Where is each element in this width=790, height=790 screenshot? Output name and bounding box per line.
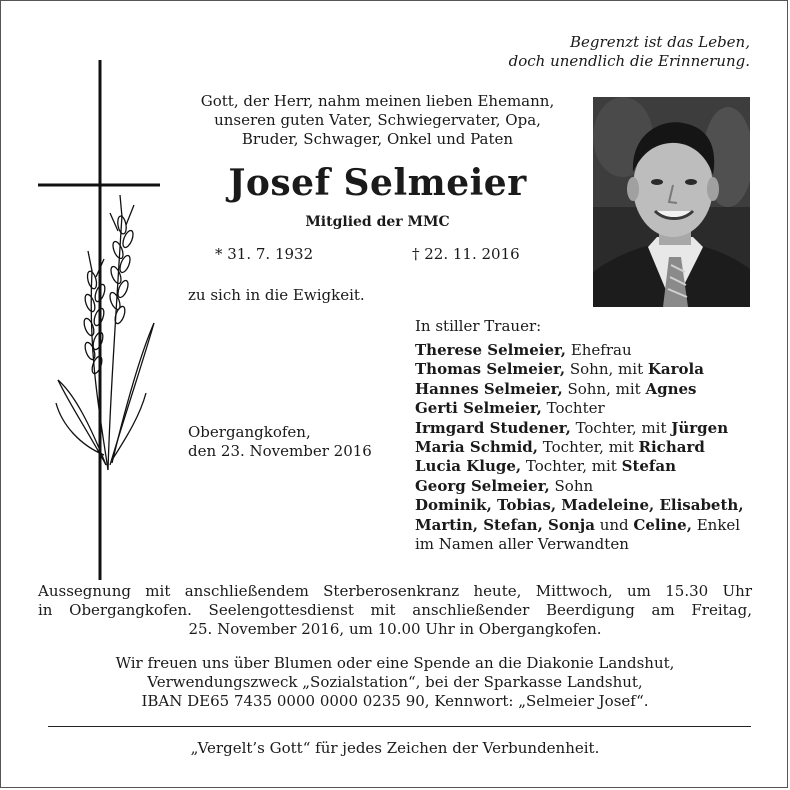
mourner-relation: Tochter, mit — [538, 438, 639, 457]
deceased-name: Josef Selmeier — [228, 162, 527, 204]
mourner-row — [415, 419, 765, 438]
service-info — [38, 582, 752, 639]
mourner-row — [415, 360, 765, 379]
mourner-name: Dominik, Tobias, Madeleine, Elisabeth, — [415, 496, 744, 515]
date-line: den 23. November 2016 — [188, 442, 372, 460]
mourner-row — [415, 457, 765, 476]
mourner-row — [415, 516, 765, 535]
thanks-line: „Vergelt’s Gott“ für jedes Zeichen der Verbundenheit. — [190, 739, 600, 757]
mourner-relation: Tochter, mit — [521, 457, 622, 476]
mourner-row — [415, 535, 765, 554]
mourner-name: Celine, — [633, 515, 692, 534]
intro-line: Gott, der Herr, nahm meinen lieben Ehemann, — [200, 92, 555, 110]
mourner-row — [415, 399, 765, 418]
intro-line: unseren guten Vater, Schwiegervater, Opa, — [214, 111, 541, 129]
membership-note: Mitglied der MMC — [305, 214, 450, 230]
mourners-heading: In stiller Trauer: — [415, 317, 542, 335]
place-line: Obergangkofen, — [188, 423, 311, 441]
mourner-name: Jürgen — [671, 418, 729, 437]
donation-line: IBAN DE65 7435 0000 0000 0235 90, Kennwort: „Selmeier Josef“. — [141, 692, 649, 710]
mourner-name: Agnes — [645, 379, 697, 398]
cross-icon — [30, 55, 170, 585]
mourner-name: Therese Selmeier, — [415, 341, 567, 359]
mourner-relation: Ehefrau — [566, 341, 632, 359]
mourner-relation: Sohn — [549, 476, 594, 495]
divider — [48, 726, 751, 727]
service-line: Aussegnung mit anschließendem Sterberosenkranz heute, Mittwoch, um 15.30 Uhr — [38, 582, 752, 600]
motto-line: Begrenzt ist das Leben, — [570, 33, 750, 51]
mourner-name: Richard — [638, 438, 705, 457]
birth-date: * 31. 7. 1932 — [215, 245, 314, 263]
mourner-relation: und — [594, 515, 634, 534]
mourner-relation: Tochter — [541, 399, 605, 418]
death-date: † 22. 11. 2016 — [412, 245, 520, 263]
mourner-relation: Sohn, mit — [562, 379, 646, 398]
mourner-name: Martin, Stefan, Sonja — [415, 515, 595, 534]
mourner-relation: Enkel — [691, 515, 741, 534]
place-and-date — [188, 423, 372, 461]
mourner-name: Irmgard Studener, — [415, 418, 571, 437]
mourner-row — [415, 477, 765, 496]
mourner-name: Stefan — [621, 457, 676, 476]
mourner-name: Lucia Kluge, — [415, 457, 522, 476]
mourner-row — [415, 380, 765, 399]
mourner-row — [415, 438, 765, 457]
donation-info — [38, 654, 752, 711]
service-line: in Obergangkofen. Seelengottesdienst mit anschließender Beerdigung am Freitag, — [38, 601, 752, 619]
service-line: 25. November 2016, um 10.00 Uhr in Obergangkofen. — [188, 620, 602, 638]
mourner-name: Thomas Selmeier, — [415, 360, 566, 379]
intro-text — [175, 92, 580, 149]
mourner-name: Gerti Selmeier, — [415, 399, 542, 418]
motto — [460, 33, 750, 71]
mourner-name: Hannes Selmeier, — [415, 379, 563, 398]
intro-line: Bruder, Schwager, Onkel und Paten — [241, 130, 514, 148]
mourner-relation: Sohn, mit — [565, 360, 648, 379]
mourners-list — [415, 341, 765, 554]
portrait-photo — [593, 97, 750, 307]
motto-line: doch unendlich die Erinnerung. — [508, 52, 750, 70]
mourner-name: Karola — [647, 360, 704, 379]
mourner-relation: im Namen aller Verwandten — [415, 535, 629, 554]
mourner-row — [415, 496, 765, 515]
mourner-name: Georg Selmeier, — [415, 476, 550, 495]
donation-line: Wir freuen uns über Blumen oder eine Spende an die Diakonie Landshut, — [115, 654, 675, 672]
mourner-name: Maria Schmid, — [415, 438, 539, 457]
eternity-text: zu sich in die Ewigkeit. — [188, 286, 365, 304]
donation-line: Verwendungszweck „Sozialstation“, bei der Sparkasse Landshut, — [147, 673, 643, 691]
wheat-ears-icon — [56, 195, 154, 470]
mourner-relation: Tochter, mit — [570, 418, 672, 437]
mourner-row — [415, 341, 765, 360]
